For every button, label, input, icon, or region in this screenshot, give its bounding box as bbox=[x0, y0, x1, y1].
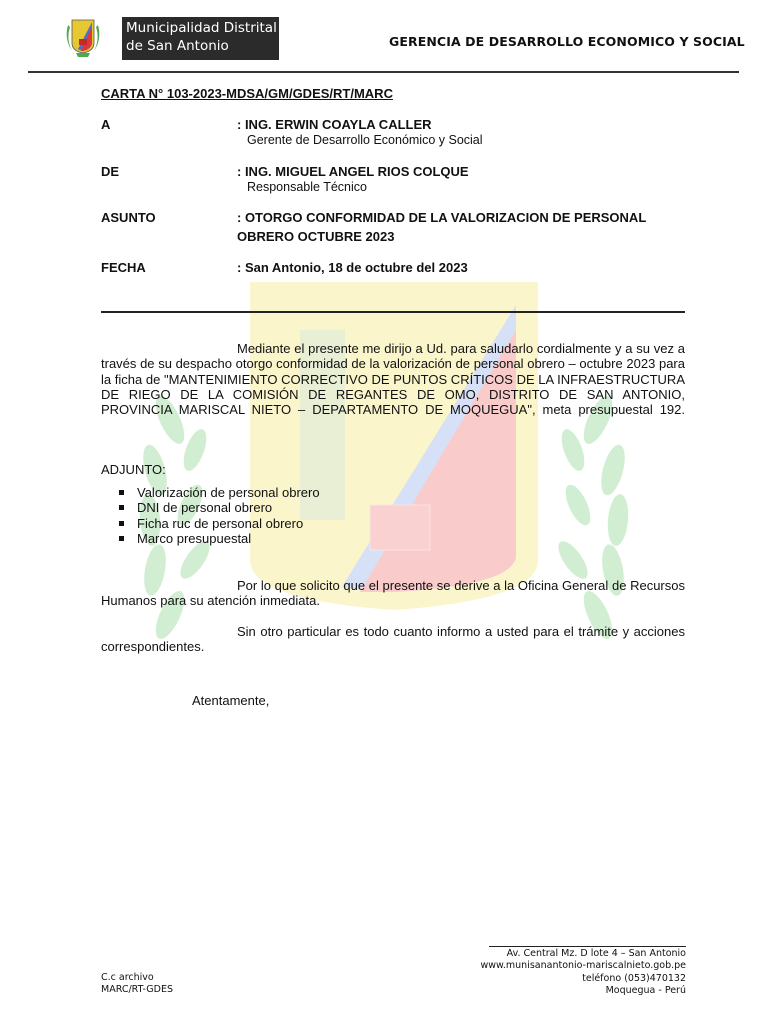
recipient-name: : ING. ERWIN COAYLA CALLER bbox=[237, 117, 432, 132]
body-paragraph-request: Por lo que solicito que el presente se derive a la Oficina General de Recursos Humanos para su atención inmediata. bbox=[101, 578, 685, 609]
subject-label: ASUNTO bbox=[101, 210, 156, 225]
bullet-icon bbox=[119, 521, 124, 526]
footer-divider bbox=[489, 946, 686, 947]
recipient-role: Gerente de Desarrollo Económico y Social bbox=[247, 133, 483, 147]
subject-line2: OBRERO OCTUBRE 2023 bbox=[237, 229, 395, 244]
letter-reference-number: CARTA N° 103-2023-MDSA/GM/GDES/RT/MARC bbox=[101, 86, 393, 101]
municipality-name-box bbox=[122, 17, 279, 60]
footer-address: Av. Central Mz. D lote 4 – San Antonio bbox=[506, 948, 686, 959]
date-label: FECHA bbox=[101, 260, 146, 275]
footer-website: www.munisanantonio-mariscalnieto.gob.pe bbox=[480, 960, 686, 972]
list-item: Ficha ruc de personal obrero bbox=[101, 516, 320, 531]
footer-city: Moquegua - Perú bbox=[605, 984, 686, 996]
footer-phone: teléfono (053)470132 bbox=[582, 972, 686, 984]
footer-cc: C.c archivo bbox=[101, 972, 154, 983]
municipal-shield-logo-icon bbox=[62, 17, 104, 59]
bullet-icon bbox=[119, 505, 124, 510]
list-item: Marco presupuestal bbox=[101, 531, 320, 546]
footer-ref: MARC/RT-GDES bbox=[101, 984, 173, 996]
header-divider bbox=[28, 71, 739, 73]
municipality-name-line1: Municipalidad Distrital bbox=[126, 20, 277, 36]
bullet-icon bbox=[119, 536, 124, 541]
municipality-name-line2: de San Antonio bbox=[126, 38, 229, 54]
body-paragraph-closing: Sin otro particular es todo cuanto informo a usted para el trámite y acciones correspondientes. bbox=[101, 624, 685, 655]
closing-salutation: Atentamente, bbox=[192, 693, 270, 708]
body-paragraph-main: Mediante el presente me dirijo a Ud. para saludarlo cordialmente y a su vez a través de su despacho otorgo conformidad de la valorización de personal obrero – octubre 2023 para la ficha de "MANTENIMIENTO CORRECTIVO DE PUNTOS CRÍTICOS DE LA INFRAESTRUCTURA DE RIEGO DE LA COMISIÓN DE REGANTES DE OMO, DISTRITO DE SAN ANTONIO, PROVINCIA MARISCAL NIETO – DEPARTAMENTO DE MOQUEGUA", meta presupuestal 192. bbox=[101, 341, 685, 418]
bullet-icon bbox=[119, 490, 124, 495]
footer-contact bbox=[460, 948, 686, 997]
list-item: DNI de personal obrero bbox=[101, 500, 320, 515]
recipient-label: A bbox=[101, 117, 111, 132]
list-item: Valorización de personal obrero bbox=[101, 485, 320, 500]
attachments-list bbox=[101, 485, 320, 546]
sender-label: DE bbox=[101, 164, 120, 179]
sender-role: Responsable Técnico bbox=[247, 180, 367, 194]
meta-divider bbox=[101, 311, 685, 313]
date-value: : San Antonio, 18 de octubre del 2023 bbox=[237, 260, 468, 275]
footer-copy-notes bbox=[101, 972, 173, 997]
attachments-label: ADJUNTO: bbox=[101, 462, 166, 477]
subject-line1: : OTORGO CONFORMIDAD DE LA VALORIZACION DE PERSONAL bbox=[237, 210, 647, 225]
sender-name: : ING. MIGUEL ANGEL RIOS COLQUE bbox=[237, 164, 469, 179]
department-heading: GERENCIA DE DESARROLLO ECONOMICO Y SOCIAL bbox=[389, 34, 745, 49]
